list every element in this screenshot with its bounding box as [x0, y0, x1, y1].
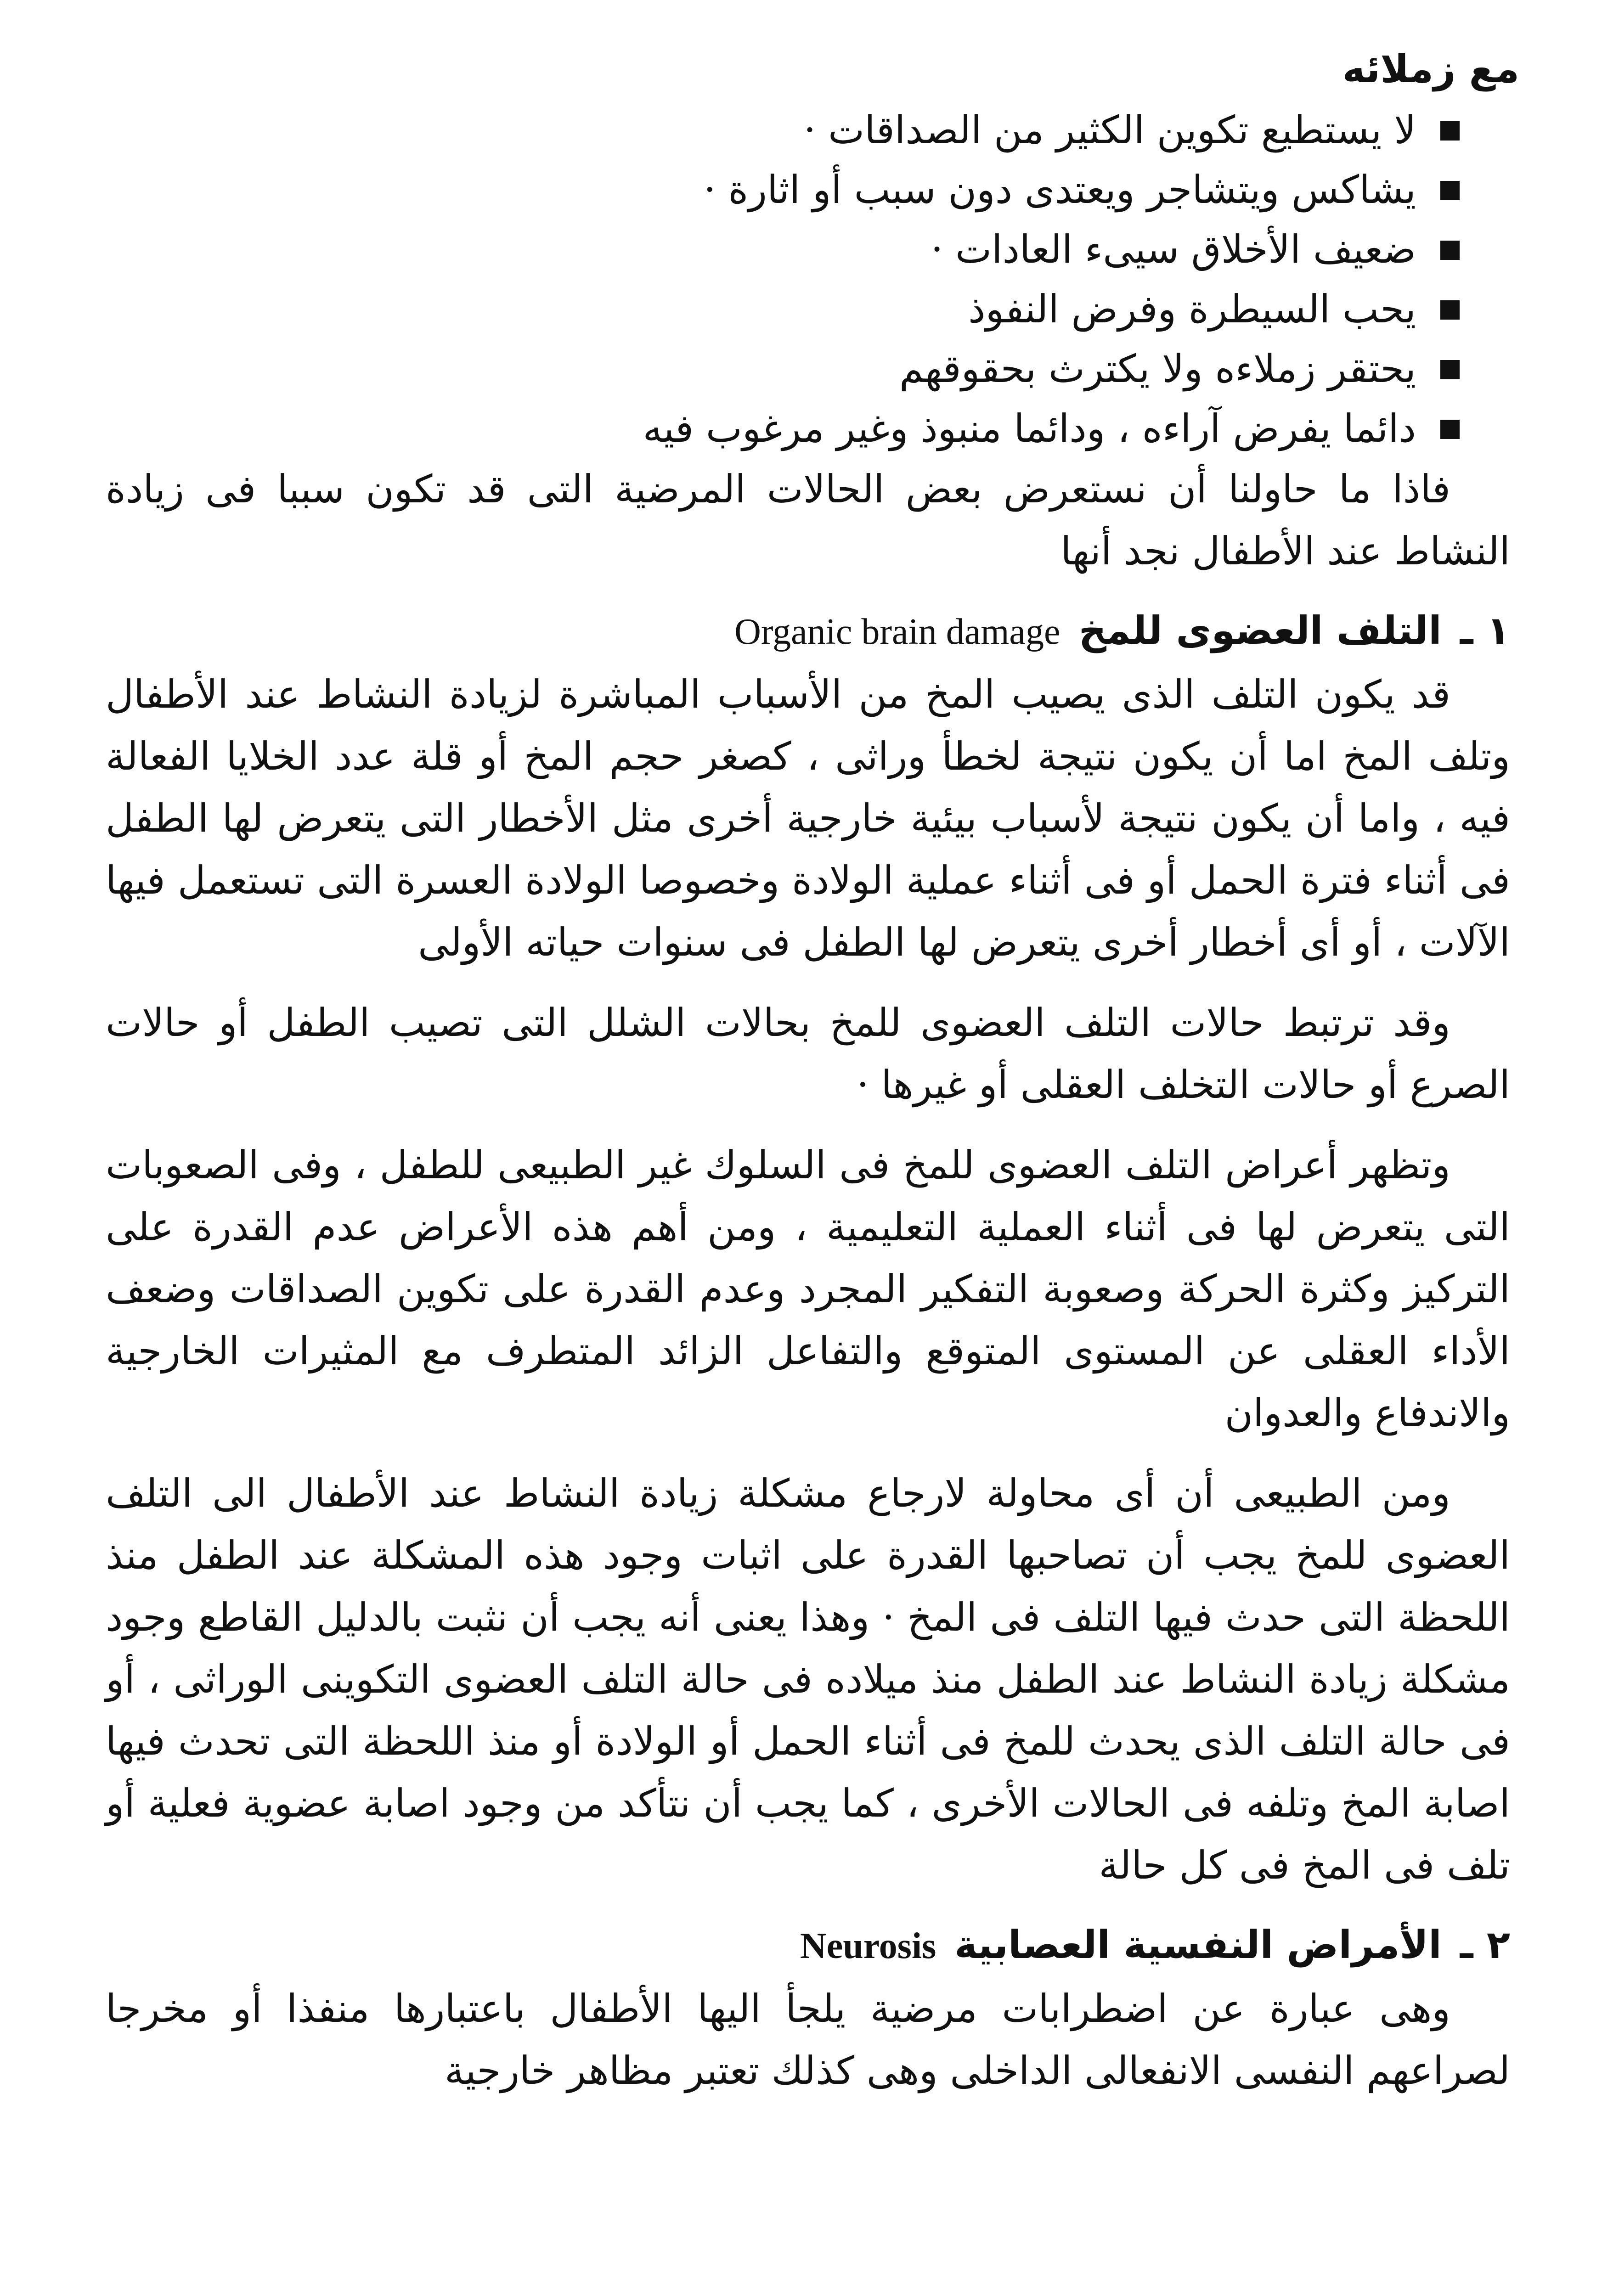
square-bullet-icon: [1440, 420, 1460, 439]
bullet-text: ضعيف الأخلاق سيىء العادات ·: [931, 227, 1416, 272]
bullet-item: [106, 399, 1460, 458]
section-2-heading: [106, 1915, 1510, 1976]
section-1-heading: [106, 601, 1510, 662]
section-title-arabic: الأمراض النفسية العصابية: [954, 1922, 1442, 1967]
section-title-english: Neurosis: [800, 1926, 936, 1966]
body-paragraph: وقد ترتبط حالات التلف العضوى للمخ بحالات الشلل التى تصيب الطفل أو حالات الصرع أو حالات التخلف العقلى أو غيرها ·: [106, 1000, 1510, 1107]
bullet-item: [106, 279, 1460, 339]
square-bullet-icon: [1440, 181, 1460, 200]
section-number: ١ ـ: [1460, 608, 1510, 653]
bullet-text: دائما يفرض آراءه ، ودائما منبوذ وغير مرغوب فيه: [643, 406, 1416, 451]
bullet-item: [106, 160, 1460, 219]
intro-paragraph: فاذا ما حاولنا أن نستعرض بعض الحالات المرضية التى قد تكون سببا فى زيادة النشاط عند الأطفال نجد أنها: [106, 467, 1510, 574]
bullet-item: [106, 339, 1460, 399]
square-bullet-icon: [1440, 360, 1460, 379]
section-title-english: Organic brain damage: [734, 612, 1060, 652]
bullet-item: [106, 100, 1460, 160]
square-bullet-icon: [1440, 121, 1460, 141]
body-paragraph: وتظهر أعراض التلف العضوى للمخ فى السلوك غير الطبيعى للطفل ، وفى الصعوبات التى يتعرض لها فى أثناء العملية التعليمية ، ومن أهم هذه الأعراض عدم القدرة على التركيز وكثرة الحركة وصعوبة التفكير المجرد وعدم القدرة على تكوين الصداقات وضعف الأداء العقلى عن المستوى المتوقع والتفاعل الزائد المتطرف مع المثيرات الخارجية والاندفاع والعدوان: [106, 1142, 1510, 1435]
square-bullet-icon: [1440, 241, 1460, 260]
section-number: ٢ ـ: [1460, 1922, 1510, 1967]
bullet-list: [106, 100, 1510, 458]
running-header: مع زملائه: [1342, 46, 1519, 91]
section-title-arabic: التلف العضوى للمخ: [1078, 608, 1442, 653]
bullet-text: لا يستطيع تكوين الكثير من الصداقات ·: [803, 107, 1416, 152]
square-bullet-icon: [1440, 300, 1460, 320]
bullet-item: [106, 219, 1460, 279]
body-paragraph: قد يكون التلف الذى يصيب المخ من الأسباب المباشرة لزيادة النشاط عند الأطفال وتلف المخ اما أن يكون نتيجة لخطأ وراثى ، كصغر حجم المخ أو قلة عدد الخلايا الفعالة فيه ، واما أن يكون نتيجة لأسباب بيئية خارجية أخرى مثل الأخطار التى يتعرض لها الطفل فى أثناء فترة الحمل أو فى أثناء عملية الولادة وخصوصا الولادة العسرة التى تستعمل فيها الآلات ، أو أى أخطار أخرى يتعرض لها الطفل فى سنوات حياته الأولى: [106, 672, 1510, 965]
bullet-text: يحب السيطرة وفرض النفوذ: [968, 287, 1416, 332]
bullet-text: يحتقر زملاءه ولا يكترث بحقوقهم: [899, 346, 1416, 391]
body-paragraph: وهى عبارة عن اضطرابات مرضية يلجأ اليها الأطفال باعتبارها منفذا أو مخرجا لصراعهم النفسى الانفعالى الداخلى وهى كذلك تعتبر مظاهر خارجية: [106, 1986, 1510, 2093]
body-paragraph: ومن الطبيعى أن أى محاولة لارجاع مشكلة زيادة النشاط عند الأطفال الى التلف العضوى للمخ يجب أن تصاحبها القدرة على اثبات وجود هذه المشكلة عند الطفل منذ اللحظة التى حدث فيها التلف فى المخ · وهذا يعنى أنه يجب أن نثبت بالدليل القاطع وجود مشكلة زيادة النشاط عند الطفل منذ ميلاده فى حالة التلف العضوى التكوينى الوراثى ، أو فى حالة التلف الذى يحدث للمخ فى أثناء الحمل أو الولادة أو منذ اللحظة التى تحدث فيها اصابة المخ وتلفه فى الحالات الأخرى ، كما يجب أن نتأكد من وجود اصابة عضوية فعلية أو تلف فى المخ فى كل حالة: [106, 1471, 1510, 1888]
bullet-text: يشاكس ويتشاجر ويعتدى دون سبب أو اثارة ·: [703, 167, 1416, 212]
